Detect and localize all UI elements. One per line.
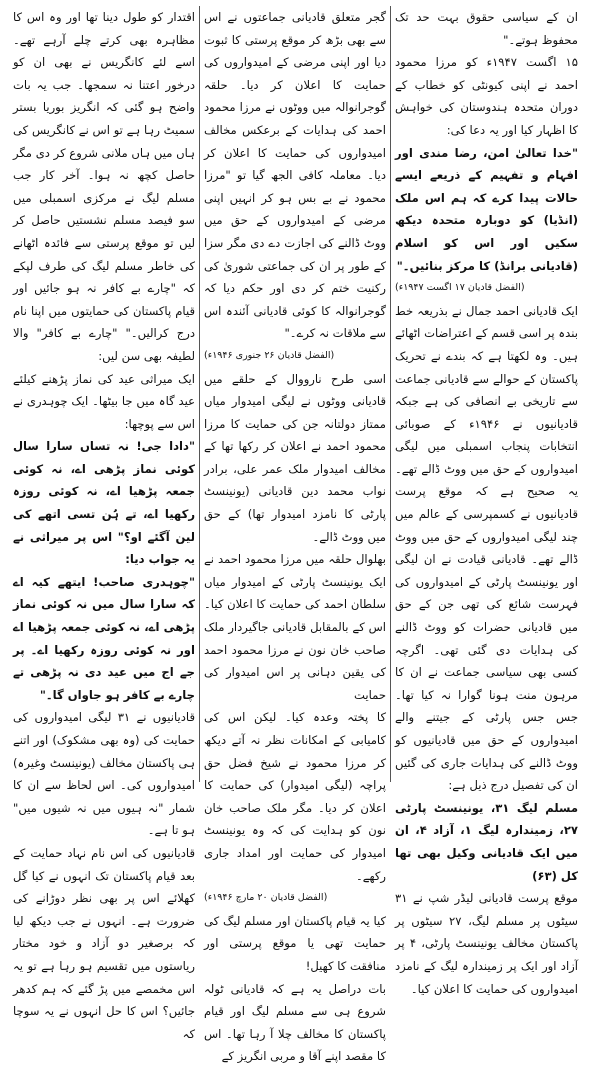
quote: "چوہدری صاحب! ایتھے کیہ اے کہ سارا سال میں نہ کوئی نماز پڑھی اے، نہ کوئی جمعہ پڑھیا اے اور نہ کوئی روزہ رکھیا اے۔ پر جے اج میں عید دی نہ پڑھی تے چارے بے کافر ہو جاواں گا۔"	[13, 574, 195, 702]
column-right	[391, 6, 582, 996]
seat-tally: مسلم لیگ ۳۱، یونینسٹ پارٹی ۲۷، زمیندارہ لیگ ۱، آزاد ۴، ان میں ایک قادیانی وکیل بھی تھا کل (۶۳)	[395, 800, 578, 883]
paragraph: ایک میراثی عید کی نماز پڑھنے کیلئے عید گاہ میں جا بیٹھا۔ ایک چوہدری نے اس سے پوچھا:	[13, 371, 195, 431]
source-citation: (الفضل قادیان ۱۷ اگست ۱۹۴۷ء)	[395, 282, 525, 294]
paragraph: قادیانیوں کی اس نام نہاد حمایت کے بعد قیام پاکستان تک انہوں نے کیا گل کھلائے اس پر بھی نظر دوڑانے کی ضرورت ہے۔ انہوں نے جب دیکھ لیا کہ برصغیر دو آزاد و خود مختار ریاستوں میں تقسیم ہو رہا ہے تو یہ اس مخمصے میں پڑ گئے کہ ہم کدھر جائیں؟ اس کا حل انہوں نے یہ سوچا کہ	[13, 845, 195, 1041]
quote: "خدا تعالیٰ امن، رضا مندی اور افہام و تفہیم کے ذریعے ایسے حالات پیدا کرے کہ ہم اس ملک (انڈیا) کو دوبارہ متحدہ دیکھ سکیں اور اس کو اسلام (قادیانی برانڈ) کا مرکز بنائیں۔"	[395, 145, 578, 273]
paragraph: قادیانیوں نے ۳۱ لیگی امیدواروں کی حمایت کی (وہ بھی مشکوک) اور اتنے ہی پاکستان مخالف (یونینسٹ وغیرہ) امیدواروں کی۔ اس لحاظ سے ان کا شمار "نہ ہیوں میں نہ شیوں میں" ہو تا ہے۔	[13, 710, 195, 838]
paragraph: اقتدار کو طول دینا تھا اور وہ اس کا مظاہرہ بھی کرتے چلے آرہے تھے۔ اسے لئے کانگریس نے بھی ان کو درخور اعتنا نہ سمجھا۔ جب یہ بات واضح ہو گئی کہ انگریز بوریا بستر سمیٹ رہا ہے تو اس نے کانگریس کی ہاں میں ہاں ملانی شروع کر دی مگر حاصل کچھ نہ ہوا۔ آخر کار جب مسلم لیگ نے مرکزی اسمبلی میں سو فیصد مسلم نشستیں حاصل کر لیں تو موقع پرستی سے فائدہ اٹھانے کی خاطر مسلم لیگ کی طرف لپکے کہ "چارے بے کافر نہ ہو جائیں اور قیام پاکستان کی حمایتوں میں اپنا نام درج کرالیں۔" "چارے بے کافر" والا لطیفہ بھی سن لیں:	[13, 10, 195, 363]
paragraph: گجر متعلق قادیانی جماعتوں نے اس سے بھی بڑھ کر موقع پرستی کا ثبوت دیا اور اپنی مرضی کے امیدواروں کی حمایت کا اعلان کر دیا۔ حلقہ گوجرانوالہ میں ووٹوں نے مرزا محمود احمد کی ہدایات کے برعکس مخالف امیدواروں کی حمایت کا اعلان کر دیا۔ معاملہ کافی الجھ گیا تو "مرزا محمود نے بے بس ہو کر انہیں اپنی مرضی کے امیدواروں کے حق میں ووٹ ڈالنے کی اجازت دے دی مگر سزا کے طور پر ان کی جماعتی شوریٰ کی رکنیت ختم کر دی اور حکم دیا کہ گوجرانوالہ کا کوئی قادیانی آئندہ اس سے ملاقات نہ کرے۔"	[204, 10, 386, 341]
paragraph: کیا یہ قیام پاکستان اور مسلم لیگ کی حمایت تھی یا موقع پرستی اور منافقت کا کھیل!	[204, 913, 386, 973]
source-citation: (الفضل قادیان ۲۰ مارچ ۱۹۴۶ء)	[204, 892, 328, 904]
paragraph: موقع پرست قادیانی لیڈر شپ نے ۳۱ سیٹوں پر مسلم لیگ، ۲۷ سیٹوں پر پاکستان مخالف یونینسٹ پارٹی، ۴ پر آزاد اور ایک پر زمیندارہ لیگ کے نامزد امیدواروں کی حمایت کا اعلان کیا۔	[395, 891, 579, 996]
paragraph: کا پختہ وعدہ کیا۔ لیکن اس کی کامیابی کے امکانات نظر نہ آتے دیکھ کر مرزا محمود نے شیخ فضل حق پراچہ (لیگی امیدوار) کی حمایت کا اعلان کر دیا۔ مگر ملک صاحب خان نون کو ہدایت کی کہ وہ یونینسٹ امیدوار کی حمایت اور امداد جاری رکھے۔	[204, 710, 386, 883]
paragraph: ان کے سیاسی حقوق بہت حد تک محفوظ ہوتے۔"	[395, 10, 578, 47]
paragraph: ۱۵ اگست ۱۹۴۷ء کو مرزا محمود احمد نے اپنی کیونٹی کو خطاب کے دوران متحدہ ہندوستان کی خواہش کا اظہار کیا اور یہ دعا کی:	[395, 55, 578, 137]
paragraph: بھلوال حلقہ میں مرزا محمود احمد نے ایک یونینسٹ پارٹی کے امیدوار میاں سلطان احمد کی حمایت کا اعلان کیا۔ اس کے بالمقابل قادیانی جاگیردار ملک صاحب خان نون نے مرزا محمود احمد کی یقین دہانی پر اس امیدوار کی حمایت	[204, 552, 386, 702]
paragraph: بات دراصل یہ ہے کہ قادیانی ٹولہ شروع ہی سے مسلم لیگ اور قیام پاکستان کا مخالف چلا آ رہا تھا۔ اس کا مقصد اپنے آقا و مربی انگریز کے	[204, 981, 386, 1064]
paragraph: اسی طرح نارووال کے حلقے میں قادیانی ووٹوں نے لیگی امیدوار میاں ممتاز دولتانہ جن کی حمایت کا مرزا محمود احمد نے اعلان کر رکھا تھا کے مخالف امیدوار ملک عمر علی، برادر نواب محمد دین قادیانی (یونینسٹ پارٹی کا نامزد امیدوار تھا) کے حق میں ووٹ ڈالے۔	[204, 371, 386, 544]
paragraph: ایک قادیانی احمد جمال نے بذریعہ خط بندہ پر اسی قسم کے اعتراضات اٹھائے ہیں۔ وہ لکھتا ہے کہ بندے نے تحریک پاکستان کے حوالے سے قادیانی جماعت سے تاریخی بے انصافی کی ہے جبکہ قادیانیوں نے ۱۹۴۶ء کے صوبائی انتخابات پنجاب اسمبلی میں لیگی امیدواروں کے حق میں ووٹ ڈالے تھے۔ یہ صحیح ہے کہ موقع پرست قادیانیوں نے کسمپرسی کے عالم میں چند لیگی امیدواروں کے حق میں ووٹ ڈالے تھے۔ قادیانی قیادت نے ان لیگی اور یونینسٹ پارٹی کے امیدواروں کی فہرست شائع کی تھی جن کے حق میں قادیانی حضرات کو ووٹ ڈالنے کی ہدایات دی گئی تھی۔ اگرچہ کسی بھی سیاسی جماعت نے ان کا مرہون منت ہونا گوارا نہ کیا تھا۔ جس جس پارٹی کے جیتنے والے امیدواروں کے حق میں قادیانیوں کو ووٹ ڈالنے کی ہدایات جاری کی گئیں ان کی تفصیل درج ذیل ہے:	[395, 303, 578, 793]
column-middle	[200, 6, 391, 1064]
text-columns	[8, 6, 582, 1064]
quote: "دادا جی! نہ تساں سارا سال کوئی نماز پڑھی اے، نہ کوئی جمعہ پڑھیا اے، نہ کوئی روزہ رکھیا اے، تے ہُن تسی اتھے کی لین آگئے او؟" اس پر میراثی نے یہ جواب دیا:	[13, 439, 195, 567]
source-citation: (الفضل قادیان ۲۶ جنوری ۱۹۴۶ء)	[204, 349, 335, 361]
column-left	[9, 6, 200, 1041]
